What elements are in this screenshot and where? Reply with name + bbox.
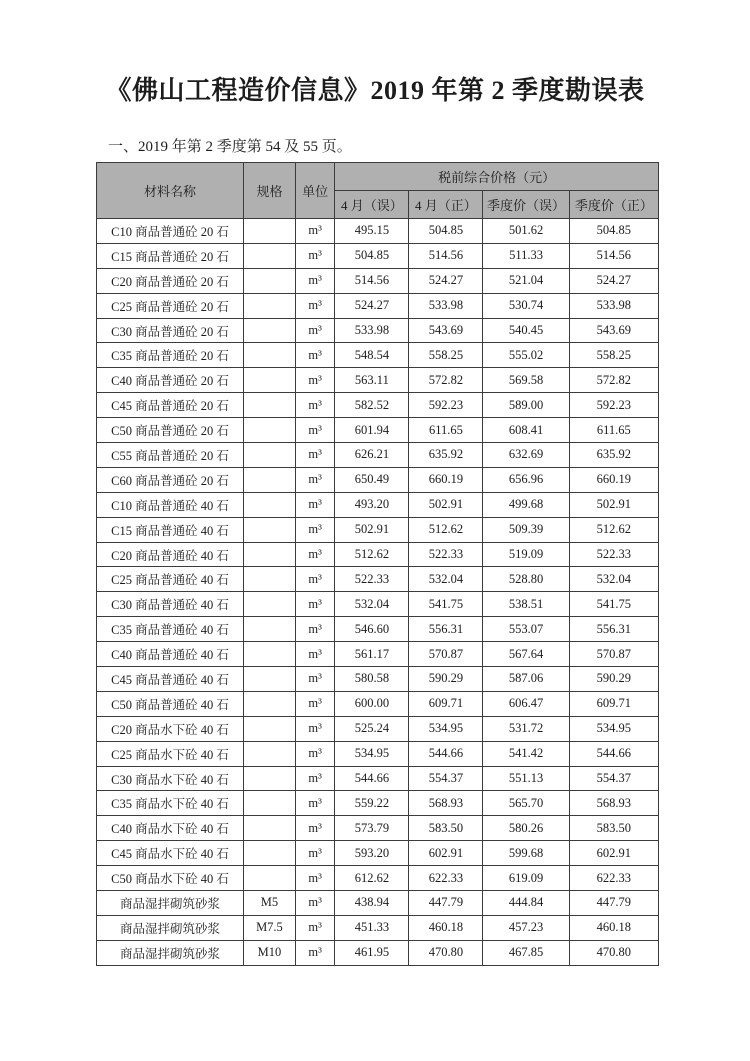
quarter-wrong-cell: 567.64 [483,642,569,667]
section-note: 一、2019 年第 2 季度第 54 及 55 页。 [108,139,352,155]
table-row [97,268,659,293]
material-cell: C35 商品水下砼 40 石 [97,791,244,816]
spec-cell [244,617,296,642]
april-wrong-cell: 612.62 [335,866,409,891]
unit-cell: m³ [295,368,335,393]
quarter-wrong-cell: 569.58 [483,368,569,393]
april-wrong-cell: 504.85 [335,243,409,268]
april-correct-cell: 447.79 [409,891,483,916]
table-row [97,393,659,418]
quarter-wrong-cell: 457.23 [483,915,569,940]
unit-cell: m³ [295,293,335,318]
quarter-correct-cell: 543.69 [569,318,658,343]
quarter-wrong-cell: 599.68 [483,841,569,866]
april-correct-cell: 558.25 [409,343,483,368]
april-correct-cell: 590.29 [409,667,483,692]
table-row [97,617,659,642]
spec-cell [244,816,296,841]
april-wrong-cell: 573.79 [335,816,409,841]
unit-cell: m³ [295,418,335,443]
april-wrong-cell: 559.22 [335,791,409,816]
header-quarter-correct: 季度价（正） [569,191,658,219]
quarter-correct-cell: 512.62 [569,517,658,542]
april-correct-cell: 541.75 [409,592,483,617]
april-wrong-cell: 512.62 [335,542,409,567]
unit-cell: m³ [295,816,335,841]
spec-cell: M10 [244,940,296,965]
quarter-correct-cell: 635.92 [569,443,658,468]
unit-cell: m³ [295,791,335,816]
april-wrong-cell: 461.95 [335,940,409,965]
spec-cell [244,343,296,368]
quarter-correct-cell: 556.31 [569,617,658,642]
spec-cell [244,219,296,244]
april-correct-cell: 544.66 [409,741,483,766]
table-row [97,567,659,592]
april-wrong-cell: 502.91 [335,517,409,542]
quarter-correct-cell: 554.37 [569,766,658,791]
unit-cell: m³ [295,542,335,567]
spec-cell [244,318,296,343]
april-wrong-cell: 544.66 [335,766,409,791]
quarter-wrong-cell: 538.51 [483,592,569,617]
spec-cell [244,293,296,318]
quarter-wrong-cell: 580.26 [483,816,569,841]
spec-cell [244,268,296,293]
april-wrong-cell: 451.33 [335,915,409,940]
quarter-correct-cell: 522.33 [569,542,658,567]
header-quarter-wrong: 季度价（误） [483,191,569,219]
table-row [97,642,659,667]
spec-cell [244,567,296,592]
quarter-correct-cell: 502.91 [569,492,658,517]
material-cell: C50 商品水下砼 40 石 [97,866,244,891]
header-april-wrong: 4 月（误） [335,191,409,219]
material-cell: C20 商品水下砼 40 石 [97,716,244,741]
unit-cell: m³ [295,517,335,542]
april-wrong-cell: 533.98 [335,318,409,343]
quarter-correct-cell: 660.19 [569,467,658,492]
quarter-wrong-cell: 528.80 [483,567,569,592]
spec-cell [244,841,296,866]
april-correct-cell: 635.92 [409,443,483,468]
april-correct-cell: 502.91 [409,492,483,517]
quarter-correct-cell: 590.29 [569,667,658,692]
table-row [97,816,659,841]
april-wrong-cell: 548.54 [335,343,409,368]
april-correct-cell: 522.33 [409,542,483,567]
spec-cell: M5 [244,891,296,916]
material-cell: C30 商品普通砼 40 石 [97,592,244,617]
april-wrong-cell: 580.58 [335,667,409,692]
april-wrong-cell: 534.95 [335,741,409,766]
april-wrong-cell: 522.33 [335,567,409,592]
material-cell: C35 商品普通砼 20 石 [97,343,244,368]
april-wrong-cell: 650.49 [335,467,409,492]
unit-cell: m³ [295,716,335,741]
quarter-correct-cell: 470.80 [569,940,658,965]
spec-cell [244,517,296,542]
quarter-wrong-cell: 632.69 [483,443,569,468]
header-price-group: 税前综合价格（元） [335,163,659,191]
april-wrong-cell: 514.56 [335,268,409,293]
material-cell: C60 商品普通砼 20 石 [97,467,244,492]
material-cell: C25 商品水下砼 40 石 [97,741,244,766]
material-cell: C20 商品普通砼 20 石 [97,268,244,293]
material-cell: C50 商品普通砼 40 石 [97,691,244,716]
spec-cell [244,393,296,418]
quarter-wrong-cell: 608.41 [483,418,569,443]
table-row [97,766,659,791]
table-row [97,343,659,368]
april-correct-cell: 460.18 [409,915,483,940]
unit-cell: m³ [295,467,335,492]
unit-cell: m³ [295,940,335,965]
quarter-correct-cell: 544.66 [569,741,658,766]
unit-cell: m³ [295,219,335,244]
spec-cell [244,467,296,492]
quarter-correct-cell: 504.85 [569,219,658,244]
april-correct-cell: 524.27 [409,268,483,293]
quarter-wrong-cell: 589.00 [483,393,569,418]
page-title: 《佛山工程造价信息》2019 年第 2 季度勘误表 [105,76,645,105]
material-cell: C40 商品水下砼 40 石 [97,816,244,841]
header-april-correct: 4 月（正） [409,191,483,219]
spec-cell [244,368,296,393]
spec-cell [244,866,296,891]
april-correct-cell: 572.82 [409,368,483,393]
table-row [97,915,659,940]
quarter-correct-cell: 592.23 [569,393,658,418]
unit-cell: m³ [295,741,335,766]
table-row [97,293,659,318]
spec-cell [244,766,296,791]
spec-cell [244,443,296,468]
material-cell: C25 商品普通砼 20 石 [97,293,244,318]
spec-cell: M7.5 [244,915,296,940]
unit-cell: m³ [295,443,335,468]
quarter-correct-cell: 514.56 [569,243,658,268]
table-row [97,492,659,517]
table-row [97,368,659,393]
quarter-wrong-cell: 501.62 [483,219,569,244]
header-spec: 规格 [244,163,296,219]
quarter-wrong-cell: 565.70 [483,791,569,816]
material-cell: C30 商品普通砼 20 石 [97,318,244,343]
unit-cell: m³ [295,891,335,916]
material-cell: 商品湿拌砌筑砂浆 [97,940,244,965]
april-wrong-cell: 495.15 [335,219,409,244]
table-row [97,243,659,268]
unit-cell: m³ [295,841,335,866]
material-cell: C45 商品普通砼 20 石 [97,393,244,418]
april-wrong-cell: 493.20 [335,492,409,517]
quarter-correct-cell: 622.33 [569,866,658,891]
april-correct-cell: 570.87 [409,642,483,667]
spec-cell [244,716,296,741]
table-header [97,163,659,219]
quarter-wrong-cell: 530.74 [483,293,569,318]
quarter-correct-cell: 460.18 [569,915,658,940]
material-cell: C20 商品普通砼 40 石 [97,542,244,567]
table-row [97,318,659,343]
unit-cell: m³ [295,268,335,293]
quarter-wrong-cell: 467.85 [483,940,569,965]
april-correct-cell: 592.23 [409,393,483,418]
table-row [97,866,659,891]
quarter-correct-cell: 558.25 [569,343,658,368]
spec-cell [244,642,296,667]
april-correct-cell: 533.98 [409,293,483,318]
april-wrong-cell: 582.52 [335,393,409,418]
april-correct-cell: 534.95 [409,716,483,741]
april-wrong-cell: 561.17 [335,642,409,667]
table-row [97,940,659,965]
april-wrong-cell: 532.04 [335,592,409,617]
table-row [97,841,659,866]
quarter-correct-cell: 447.79 [569,891,658,916]
unit-cell: m³ [295,617,335,642]
material-cell: C10 商品普通砼 40 石 [97,492,244,517]
april-wrong-cell: 524.27 [335,293,409,318]
april-correct-cell: 622.33 [409,866,483,891]
quarter-correct-cell: 602.91 [569,841,658,866]
april-correct-cell: 504.85 [409,219,483,244]
april-correct-cell: 470.80 [409,940,483,965]
quarter-wrong-cell: 587.06 [483,667,569,692]
spec-cell [244,667,296,692]
quarter-correct-cell: 541.75 [569,592,658,617]
spec-cell [244,592,296,617]
april-wrong-cell: 525.24 [335,716,409,741]
april-correct-cell: 554.37 [409,766,483,791]
spec-cell [244,542,296,567]
quarter-wrong-cell: 499.68 [483,492,569,517]
april-wrong-cell: 546.60 [335,617,409,642]
quarter-wrong-cell: 551.13 [483,766,569,791]
table-row [97,219,659,244]
unit-cell: m³ [295,866,335,891]
material-cell: 商品湿拌砌筑砂浆 [97,915,244,940]
material-cell: C15 商品普通砼 40 石 [97,517,244,542]
quarter-wrong-cell: 553.07 [483,617,569,642]
april-correct-cell: 583.50 [409,816,483,841]
material-cell: C10 商品普通砼 20 石 [97,219,244,244]
april-correct-cell: 602.91 [409,841,483,866]
spec-cell [244,741,296,766]
quarter-wrong-cell: 656.96 [483,467,569,492]
april-correct-cell: 532.04 [409,567,483,592]
unit-cell: m³ [295,243,335,268]
table-row [97,667,659,692]
material-cell: C50 商品普通砼 20 石 [97,418,244,443]
unit-cell: m³ [295,691,335,716]
table-row [97,517,659,542]
april-correct-cell: 660.19 [409,467,483,492]
table-row [97,891,659,916]
quarter-wrong-cell: 521.04 [483,268,569,293]
quarter-wrong-cell: 606.47 [483,691,569,716]
april-wrong-cell: 563.11 [335,368,409,393]
unit-cell: m³ [295,667,335,692]
table-row [97,691,659,716]
april-correct-cell: 609.71 [409,691,483,716]
unit-cell: m³ [295,642,335,667]
material-cell: C45 商品普通砼 40 石 [97,667,244,692]
april-correct-cell: 568.93 [409,791,483,816]
material-cell: 商品湿拌砌筑砂浆 [97,891,244,916]
table-row [97,418,659,443]
april-wrong-cell: 438.94 [335,891,409,916]
table-row [97,592,659,617]
april-correct-cell: 556.31 [409,617,483,642]
april-correct-cell: 611.65 [409,418,483,443]
april-wrong-cell: 601.94 [335,418,409,443]
quarter-wrong-cell: 511.33 [483,243,569,268]
unit-cell: m³ [295,915,335,940]
april-correct-cell: 512.62 [409,517,483,542]
quarter-correct-cell: 583.50 [569,816,658,841]
errata-table [96,162,659,966]
unit-cell: m³ [295,766,335,791]
table-row [97,741,659,766]
unit-cell: m³ [295,567,335,592]
table-row [97,443,659,468]
table-row [97,467,659,492]
quarter-wrong-cell: 541.42 [483,741,569,766]
april-correct-cell: 543.69 [409,318,483,343]
quarter-correct-cell: 533.98 [569,293,658,318]
april-correct-cell: 514.56 [409,243,483,268]
material-cell: C25 商品普通砼 40 石 [97,567,244,592]
material-cell: C55 商品普通砼 20 石 [97,443,244,468]
quarter-correct-cell: 611.65 [569,418,658,443]
spec-cell [244,243,296,268]
quarter-wrong-cell: 555.02 [483,343,569,368]
spec-cell [244,418,296,443]
unit-cell: m³ [295,343,335,368]
april-wrong-cell: 626.21 [335,443,409,468]
quarter-wrong-cell: 509.39 [483,517,569,542]
table-row [97,542,659,567]
quarter-wrong-cell: 619.09 [483,866,569,891]
quarter-correct-cell: 534.95 [569,716,658,741]
unit-cell: m³ [295,393,335,418]
quarter-wrong-cell: 444.84 [483,891,569,916]
spec-cell [244,791,296,816]
material-cell: C35 商品普通砼 40 石 [97,617,244,642]
quarter-correct-cell: 532.04 [569,567,658,592]
material-cell: C15 商品普通砼 20 石 [97,243,244,268]
header-row-1 [97,163,659,191]
april-wrong-cell: 593.20 [335,841,409,866]
april-wrong-cell: 600.00 [335,691,409,716]
quarter-correct-cell: 609.71 [569,691,658,716]
quarter-correct-cell: 570.87 [569,642,658,667]
header-material: 材料名称 [97,163,244,219]
unit-cell: m³ [295,492,335,517]
material-cell: C30 商品水下砼 40 石 [97,766,244,791]
material-cell: C40 商品普通砼 20 石 [97,368,244,393]
quarter-wrong-cell: 540.45 [483,318,569,343]
table-body [97,219,659,966]
table-row [97,716,659,741]
quarter-wrong-cell: 531.72 [483,716,569,741]
material-cell: C45 商品水下砼 40 石 [97,841,244,866]
unit-cell: m³ [295,318,335,343]
quarter-correct-cell: 524.27 [569,268,658,293]
material-cell: C40 商品普通砼 40 石 [97,642,244,667]
header-unit: 单位 [295,163,335,219]
quarter-correct-cell: 568.93 [569,791,658,816]
unit-cell: m³ [295,592,335,617]
quarter-correct-cell: 572.82 [569,368,658,393]
quarter-wrong-cell: 519.09 [483,542,569,567]
spec-cell [244,492,296,517]
table-row [97,791,659,816]
spec-cell [244,691,296,716]
